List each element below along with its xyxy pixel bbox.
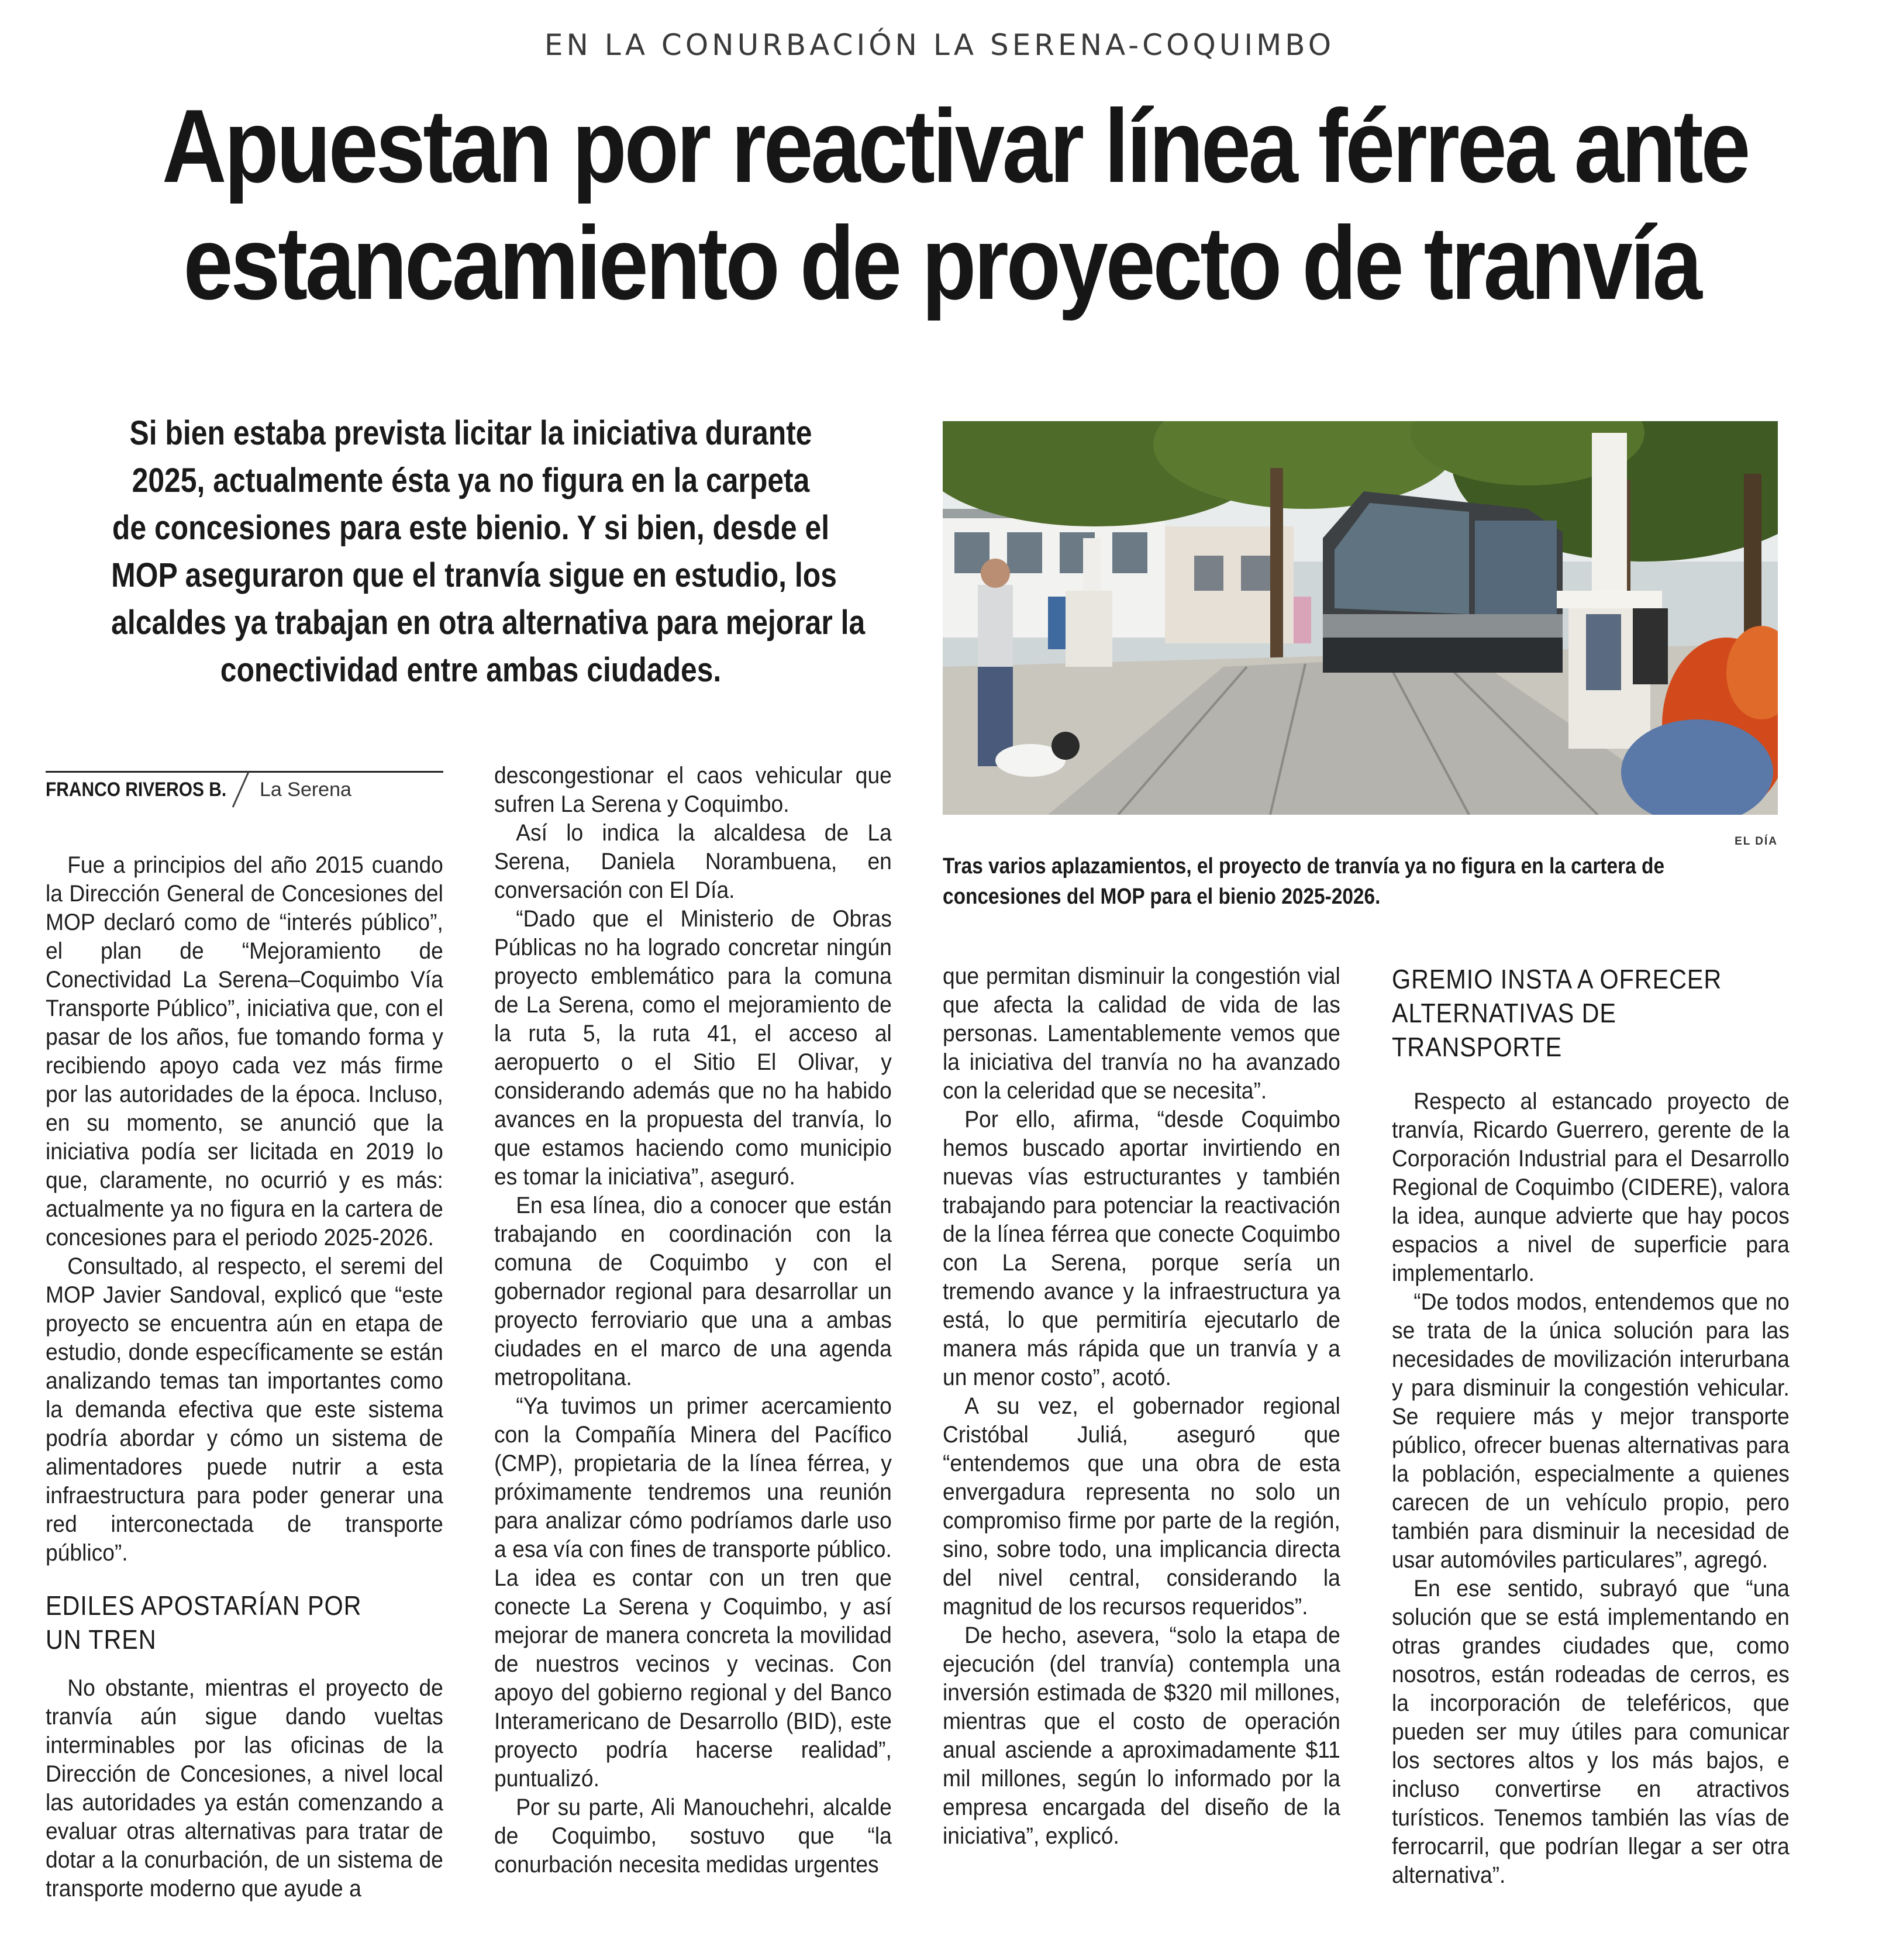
lead-line: Si bien estaba prevista licitar la iniciativa durante bbox=[129, 414, 812, 452]
paragraph: “Ya tuvimos un primer acercamiento con la Compañía Minera del Pacífico (CMP), propietaria de la línea férrea, y próximamente tendremos una reunión para analizar cómo podríamos darle uso a esa vía con fines de transporte público. La idea es contar con un tren que conecte La Serena y Coquimbo, y así mejorar de manera concreta la movilidad de nuestros vecinos y vecinas. Con apoyo del gobierno regional y del Banco Interamericano de Desarrollo (BID), este proyecto podría hacerse realidad”, puntualizó. bbox=[494, 1393, 892, 1792]
byline-divider bbox=[232, 771, 250, 808]
article-column-1 bbox=[46, 851, 443, 1903]
paragraph: A su vez, el gobernador regional Cristóbal Juliá, aseguró que “entendemos que una obra de esta envergadura representa no solo un compromiso firme por parte de la región, sino, sobre todo, una implicancia directa del nivel central, considerando la magnitud de los recursos requeridos”. bbox=[943, 1393, 1340, 1620]
lead-line: 2025, actualmente ésta ya no figura en la carpeta bbox=[132, 461, 810, 500]
article-column-4 bbox=[1392, 962, 1790, 1890]
paragraph: que permitan disminuir la congestión vial que afecta la calidad de vida de las personas. Lamentablemente vemos que la iniciativa del tranvía no ha avanzado con la celeridad que se necesita”. bbox=[943, 963, 1340, 1104]
paragraph: En esa línea, dio a conocer que están trabajando en coordinación con la comuna de Coquimbo y con el gobernador regional para desarrollar un proyecto ferroviario que una a ambas ciudades en el marco de una agenda metropolitana. bbox=[494, 1193, 892, 1390]
photo-caption: Tras varios aplazamientos, el proyecto de tranvía ya no figura en la cartera de concesiones del MOP para el bienio 2025-2026. bbox=[943, 854, 1665, 909]
subheading: GREMIO INSTA A OFRECER ALTERNATIVAS DE TRANSPORTE bbox=[1392, 964, 1722, 1062]
headline-line-2: estancamiento de proyecto de tranvía bbox=[183, 205, 1700, 321]
photo-credit: EL DÍA bbox=[1735, 835, 1778, 848]
kicker: EN LA CONURBACIÓN LA SERENA-COQUIMBO bbox=[544, 28, 1335, 62]
paragraph: Así lo indica la alcaldesa de La Serena, Daniela Norambuena, en conversación con El Día. bbox=[494, 820, 892, 903]
article-column-3 bbox=[943, 962, 1340, 1851]
article-column-2 bbox=[494, 762, 892, 1879]
lead-line: MOP aseguraron que el tranvía sigue en estudio, los bbox=[111, 556, 837, 594]
byline-author: FRANCO RIVEROS B. bbox=[46, 779, 227, 801]
lead-line: alcaldes ya trabajan en otra alternativa para mejorar la bbox=[111, 604, 866, 642]
paragraph: Por su parte, Ali Manouchehri, alcalde de Coquimbo, sostuvo que “la conurbación necesita medidas urgentes bbox=[494, 1794, 892, 1878]
lead-paragraph bbox=[53, 409, 889, 694]
paragraph: descongestionar el caos vehicular que sufren La Serena y Coquimbo. bbox=[494, 763, 892, 817]
lead-line: conectividad entre ambas ciudades. bbox=[220, 651, 722, 689]
paragraph: “De todos modos, entendemos que no se trata de la única solución para las necesidades de movilización interurbana y para disminuir la congestión vehicular. Se requiere más y mejor transporte público, ofrecer buenas alternativas para la población, especialmente a quienes carecen de un vehículo propio, pero también para disminuir la necesidad de usar automóviles particulares”, agregó. bbox=[1392, 1289, 1790, 1573]
paragraph: Respecto al estancado proyecto de tranvía, Ricardo Guerrero, gerente de la Corporación Industrial para el Desarrollo Regional de Coquimbo (CIDERE), valora la idea, aunque advierte que hay pocos espacios a nivel de superficie para implementarlo. bbox=[1392, 1088, 1790, 1286]
paragraph: “Dado que el Ministerio de Obras Públicas no ha logrado concretar ningún proyecto emblemático para la comuna de La Serena, como el mejoramiento de la ruta 5, la ruta 41, el acceso al aeropuerto o el Sitio El Olivar, y considerando además que no ha habido avances en la propuesta del tranvía, lo que estamos haciendo como municipio es tomar la iniciativa”, aseguró. bbox=[494, 906, 892, 1190]
tram-rendering-photo bbox=[943, 421, 1778, 815]
byline-location: La Serena bbox=[260, 779, 351, 801]
paragraph: No obstante, mientras el proyecto de tranvía aún sigue dando vueltas interminables por las oficinas de la Dirección de Concesiones, a nivel local las autoridades ya están comenzando a evaluar otras alternativas para tratar de dotar a la conurbación, de un sistema de transporte moderno que ayude a bbox=[46, 1675, 443, 1902]
byline bbox=[46, 771, 443, 803]
lead-line: de concesiones para este bienio. Y si bien, desde el bbox=[112, 509, 830, 547]
paragraph: Por ello, afirma, “desde Coquimbo hemos buscado aportar invirtiendo en nuevas vías estructurantes y también trabajando para potenciar la reactivación de la línea férrea que conecte Coquimbo con La Serena, porque sería un tremendo avance y la infraestructura ya está, lo que permitiría ejecutarlo de manera más rápida que un tranvía y a un menor costo”, acotó. bbox=[943, 1107, 1340, 1390]
paragraph: Fue a principios del año 2015 cuando la Dirección General de Concesiones del MOP declaró como de “interés público”, el plan de “Mejoramiento de Conectividad La Serena–Coquimbo Vía Transporte Público”, iniciativa que, con el pasar de los años, fue tomando forma y recibiendo apoyo cada vez más firme por las autoridades de la época. Incluso, en su momento, se anunció que la iniciativa podía ser licitada en 2019 lo que, claramente, no ocurrió y es más: actualmente ya no figura en la cartera de concesiones para el periodo 2025-2026. bbox=[46, 852, 443, 1251]
paragraph: De hecho, asevera, “solo la etapa de ejecución (del tranvía) contempla una inversión estimada de $320 mil millones, mientras que el costo de operación anual asciende a aproximadamente $11 mil millones, según lo informado por la empresa encargada del diseño de la iniciativa”, explicó. bbox=[943, 1623, 1340, 1849]
headline bbox=[162, 88, 1749, 322]
paragraph: Consultado, al respecto, el seremi del MOP Javier Sandoval, explicó que “este proyecto se encuentra aún en etapa de estudio, donde específicamente se están analizando temas tan importantes como la demanda efectiva que este sistema podría abordar y cómo un sistema de alimentadores puede nutrir a esta infraestructura para poder generar una red interconectada de transporte público”. bbox=[46, 1253, 443, 1566]
headline-line-1: Apuestan por reactivar línea férrea ante bbox=[162, 88, 1749, 204]
paragraph: En ese sentido, subrayó que “una solución que se está implementando en otras grandes ciudades que, como nosotros, están rodeadas de cerros, es la incorporación de teleféricos, que pueden ser muy útiles para comunicar los sectores altos y los más bajos, e incluso convertirse en atractivos turísticos. Tenemos también las vías de ferrocarril, que podrían llegar a ser otra alternativa”. bbox=[1392, 1576, 1790, 1888]
subheading: EDILES APOSTARÍAN POR UN TREN bbox=[46, 1590, 362, 1655]
